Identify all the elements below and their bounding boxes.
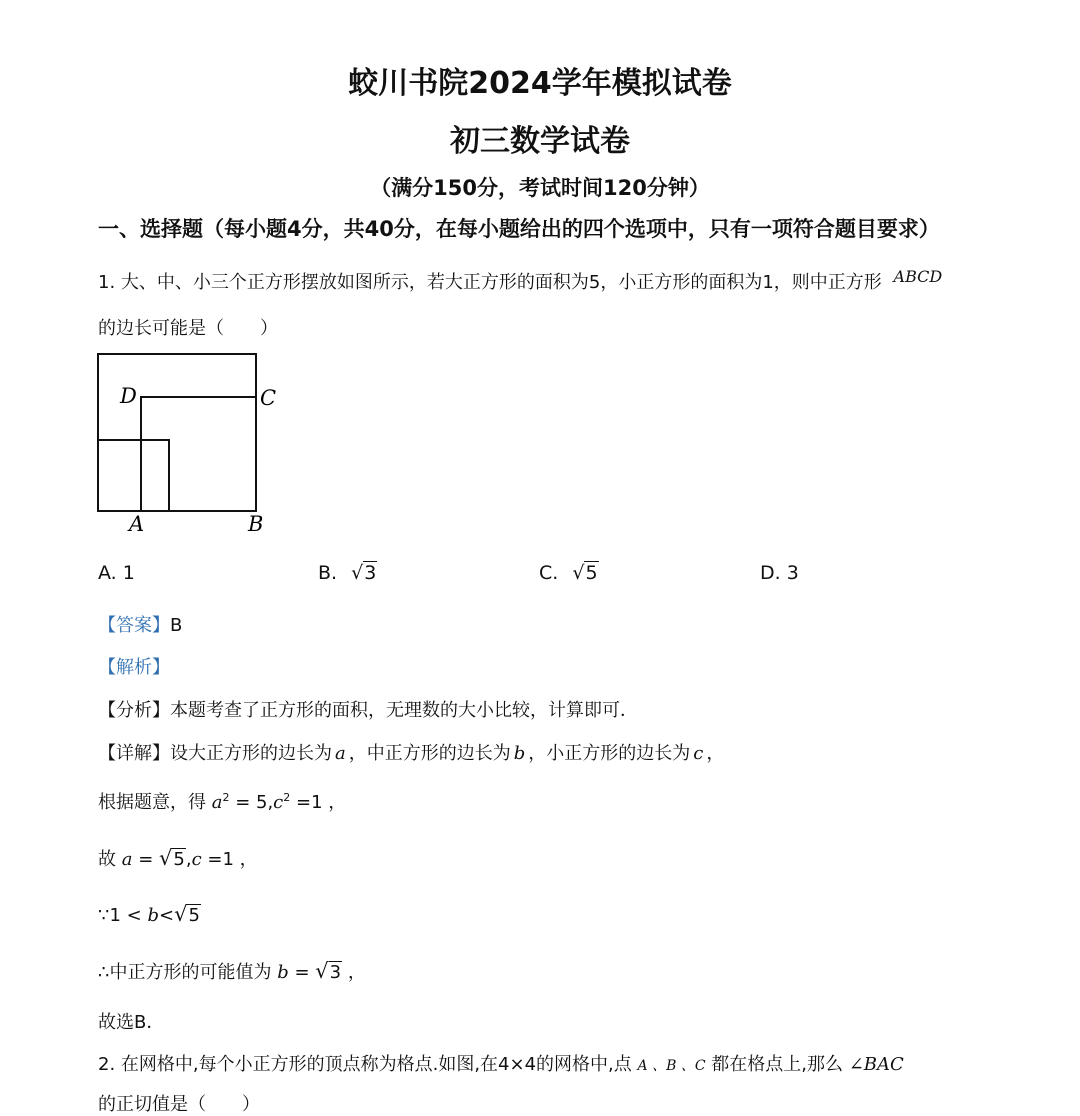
detail-text: ，中正方形的边长为 [348, 743, 511, 764]
var-c: c [693, 743, 704, 764]
exponent: 2 [222, 791, 230, 804]
sqrt-symbol: √ [159, 846, 173, 870]
var-b: b [147, 905, 159, 926]
step2-end: =1 ， [201, 849, 258, 870]
step3-line [98, 902, 201, 926]
exponent: 2 [283, 791, 291, 804]
var-b: b [513, 743, 526, 764]
step4-end: ， [342, 962, 366, 983]
step1-mid: = 5, [229, 792, 274, 813]
detail-text: 设大正方形的边长为 [170, 743, 332, 764]
detail-text: ，小正方形的边长为 [528, 743, 691, 764]
var-a: a [211, 792, 223, 813]
q1-figure [88, 345, 288, 540]
option-c-label: C. [539, 562, 559, 584]
option-b [318, 562, 377, 584]
fenxi-line [98, 696, 638, 722]
q2-stem-text: 2. 在网格中,每个小正方形的顶点称为格点.如图,在4×4的网格中,点 [98, 1054, 632, 1075]
q1-stem-line1 [98, 268, 942, 294]
detail-tag: 【详解】 [98, 743, 170, 764]
option-b-label: B. [318, 562, 338, 584]
option-c [539, 562, 599, 584]
answer-line [98, 611, 182, 637]
sqrt-symbol: √ [351, 562, 364, 584]
exam-title: 蛟川书院2024学年模拟试卷 [348, 66, 732, 101]
q1-stem-var: ABCD [893, 267, 943, 286]
step2-line [98, 845, 258, 871]
equals: = [288, 962, 310, 983]
q2-stem-line1 [98, 1050, 904, 1076]
radicand: 3 [329, 962, 342, 983]
var-a: a [121, 849, 133, 870]
q1-stem-line2: 的边长可能是（ ） [98, 318, 278, 339]
step4-line [98, 958, 366, 984]
var-b: b [277, 962, 289, 983]
sqrt-symbol: √ [315, 959, 329, 983]
medium-square [141, 397, 256, 511]
comma: , [185, 849, 192, 870]
sqrt-symbol: √ [174, 902, 188, 926]
sqrt-symbol: √ [572, 562, 585, 584]
label-a: A [129, 512, 145, 536]
exam-info: （满分150分，考试时间120分钟） [370, 176, 710, 200]
q2-stem-mid: 都在格点上,那么 [705, 1054, 843, 1075]
q2-points: A 、B 、C [637, 1058, 706, 1074]
option-c-radicand: 5 [585, 562, 598, 584]
detail-line [98, 739, 724, 765]
option-a [98, 562, 135, 584]
option-a-value: 1 [122, 562, 135, 584]
less-than: < [158, 905, 175, 926]
label-c: C [260, 386, 277, 410]
detail-text: ， [706, 743, 725, 764]
radicand: 5 [173, 849, 185, 870]
answer-tag: 【答案】 [98, 615, 170, 636]
label-b: B [248, 512, 264, 536]
step1-end: =1 ， [290, 792, 347, 813]
q2-angle: ∠BAC [848, 1054, 904, 1075]
answer-value: B [170, 615, 183, 636]
analysis-tag: 【解析】 [98, 657, 170, 678]
option-d-value: 3 [786, 562, 799, 584]
label-d: D [120, 384, 137, 408]
option-a-label: A. [98, 562, 117, 584]
step1-line [98, 788, 346, 814]
radicand: 5 [188, 905, 200, 926]
conclusion: 故选B． [98, 1012, 165, 1033]
var-c: c [273, 792, 284, 813]
var-c: c [191, 849, 202, 870]
option-b-radicand: 3 [364, 562, 377, 584]
small-square [98, 440, 169, 511]
q1-stem-text: 1. 大、中、小三个正方形摆放如图所示，若大正方形的面积为5，小正方形的面积为1，则中正方形 [98, 272, 882, 293]
because-text: ∵1 < [98, 905, 142, 926]
var-a: a [335, 743, 346, 764]
equals: = [132, 849, 154, 870]
large-square [98, 354, 256, 511]
exam-subject: 初三数学试卷 [450, 124, 630, 159]
fenxi-text: 本题考查了正方形的面积，无理数的大小比较，计算即可． [170, 700, 638, 721]
option-d [760, 562, 799, 584]
step1-text: 根据题意，得 [98, 792, 206, 813]
fenxi-tag: 【分析】 [98, 700, 170, 721]
step2-text: 故 [98, 849, 116, 870]
section-heading: 一、选择题（每小题4分，共40分，在每小题给出的四个选项中，只有一项符合题目要求） [98, 217, 940, 241]
step4-text: ∴中正方形的可能值为 [98, 962, 272, 983]
option-d-label: D. [760, 562, 781, 584]
q2-stem-line2: 的正切值是（ ） [98, 1094, 260, 1115]
